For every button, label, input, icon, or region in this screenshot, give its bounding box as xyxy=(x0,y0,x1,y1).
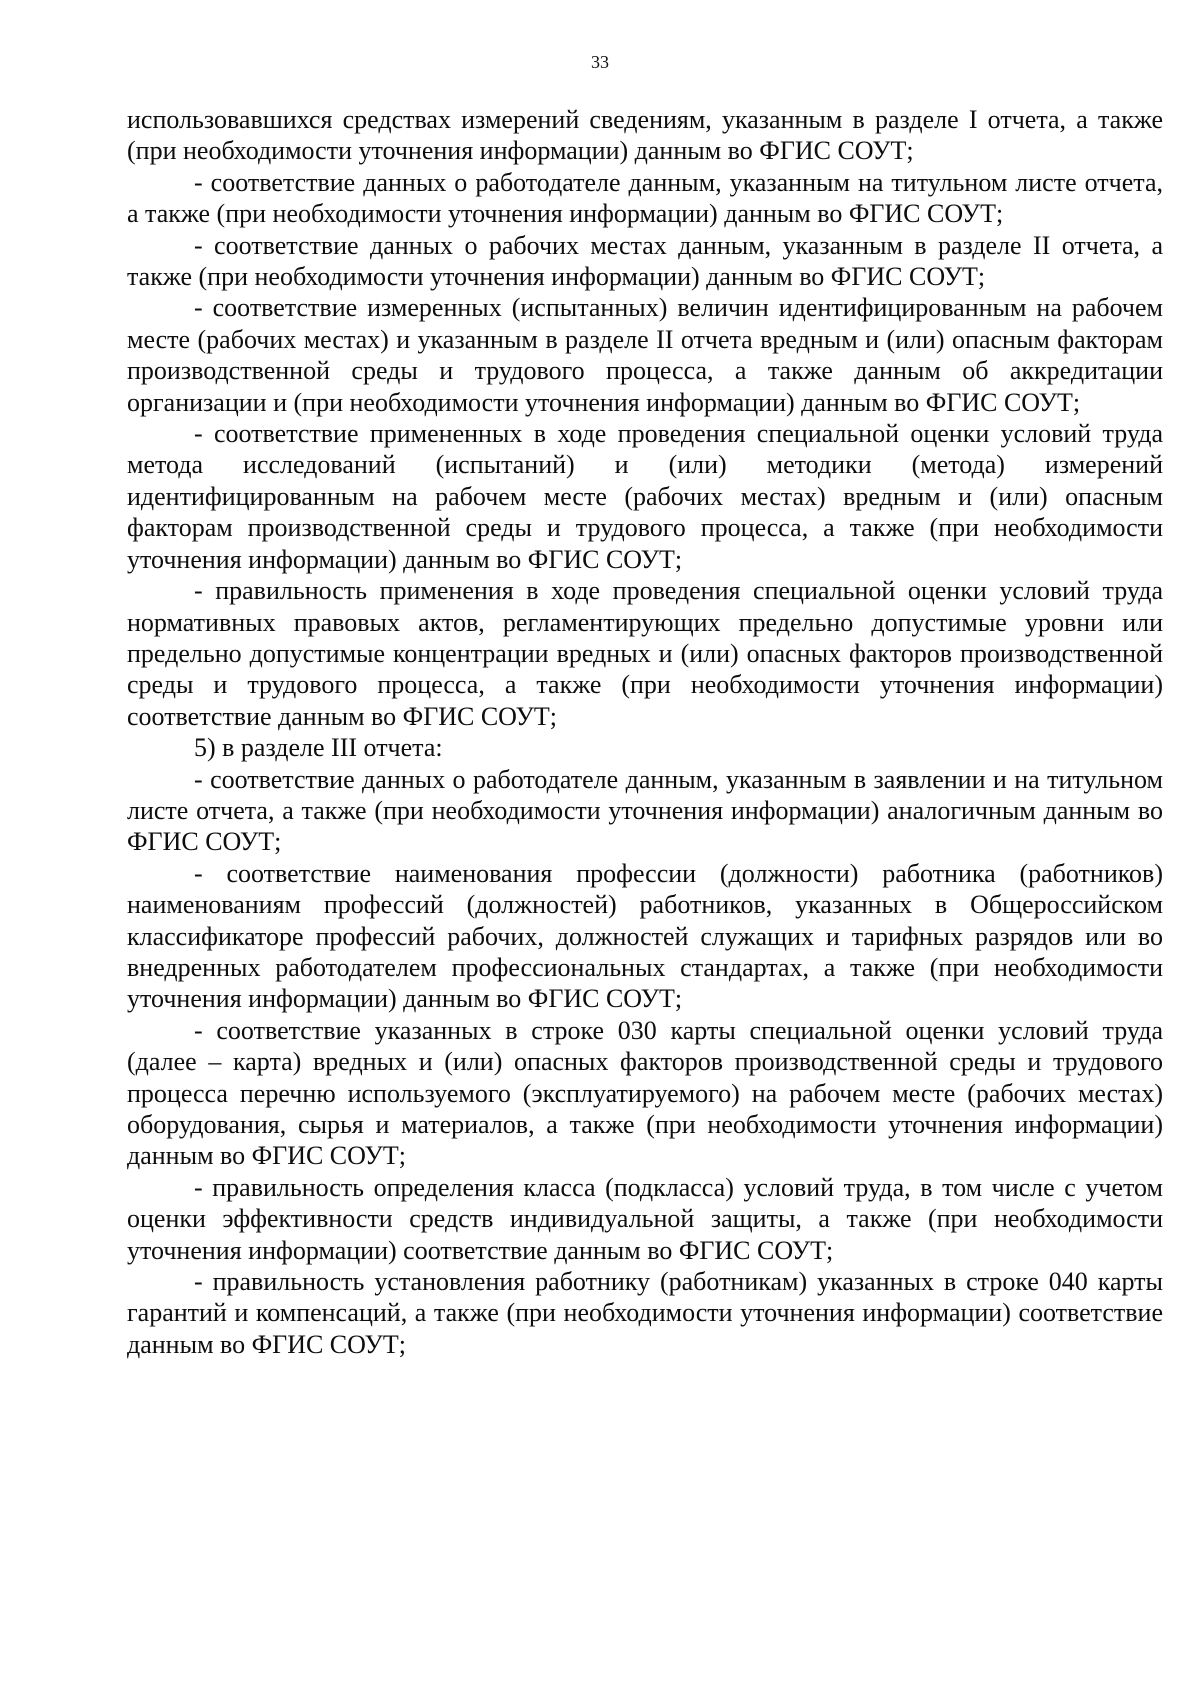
paragraph-profession-names: - соответствие наименования профессии (должности) работника (работников) наименованиям профессий (должностей) работников, указанных в Общероссийском классификаторе профессий рабочих, должностей служащих и тарифных разрядов или во внедренных работодателем профессиональных стандартах, а также (при необходимости уточнения информации) данным во ФГИС СОУТ; xyxy=(127,858,1163,1014)
page-number: 33 xyxy=(591,52,609,72)
paragraph-measured-values: - соответствие измеренных (испытанных) величин идентифицированным на рабочем месте (рабочих местах) и указанным в разделе II отчета вредным и (или) опасным факторам производственной среды и трудового процесса, а также данным об аккредитации организации и (при необходимости уточнения информации) данным во ФГИС СОУТ; xyxy=(127,293,1163,417)
paragraph-section-3-heading: 5) в разделе III отчета: xyxy=(194,733,443,763)
paragraph-line-030-factors: - соответствие указанных в строке 030 карты специальной оценки условий труда (далее – карта) вредных и (или) опасных факторов производственной среды и трудового процесса перечню используемого (эксплуатируемого) на рабочем месте (рабочих местах) оборудования, сырья и материалов, а также (при необходимости уточнения информации) данным во ФГИС СОУТ; xyxy=(127,1015,1163,1171)
paragraph-employer-data: - соответствие данных о работодателе данным, указанным на титульном листе отчета, а также (при необходимости уточнения информации) данным во ФГИС СОУТ; xyxy=(127,167,1163,229)
paragraph-continuation: использовавшихся средствах измерений сведениям, указанным в разделе I отчета, а также (при необходимости уточнения информации) данным во ФГИС СОУТ; xyxy=(127,105,1163,166)
document-body xyxy=(127,104,1163,1360)
paragraph-employer-statement: - соответствие данных о работодателе данным, указанным в заявлении и на титульном листе отчета, а также (при необходимости уточнения информации) аналогичным данным во ФГИС СОУТ; xyxy=(127,764,1163,857)
paragraph-workplace-data: - соответствие данных о рабочих местах данным, указанным в разделе II отчета, а также (при необходимости уточнения информации) данным во ФГИС СОУТ; xyxy=(127,230,1163,292)
paragraph-working-conditions-class: - правильность определения класса (подкласса) условий труда, в том числе с учетом оценки эффективности средств индивидуальной защиты, а также (при необходимости уточнения информации) соответствие данным во ФГИС СОУТ; xyxy=(127,1172,1163,1265)
paragraph-line-040-guarantees: - правильность установления работнику (работникам) указанных в строке 040 карты гарантий и компенсаций, а также (при необходимости уточнения информации) соответствие данным во ФГИС СОУТ; xyxy=(127,1267,1163,1359)
paragraph-regulatory-acts: - правильность применения в ходе проведения специальной оценки условий труда нормативных правовых актов, регламентирующих предельно допустимые уровни или предельно допустимые концентрации вредных и (или) опасных факторов производственной среды и трудового процесса, а также (при необходимости уточнения информации) соответствие данным во ФГИС СОУТ; xyxy=(127,576,1163,731)
paragraph-research-methods: - соответствие примененных в ходе проведения специальной оценки условий труда метода исследований (испытаний) и (или) методики (метода) измерений идентифицированным на рабочем месте (рабочих местах) вредным и (или) опасным факторам производственной среды и трудового процесса, а также (при необходимости уточнения информации) данным во ФГИС СОУТ; xyxy=(127,419,1163,574)
